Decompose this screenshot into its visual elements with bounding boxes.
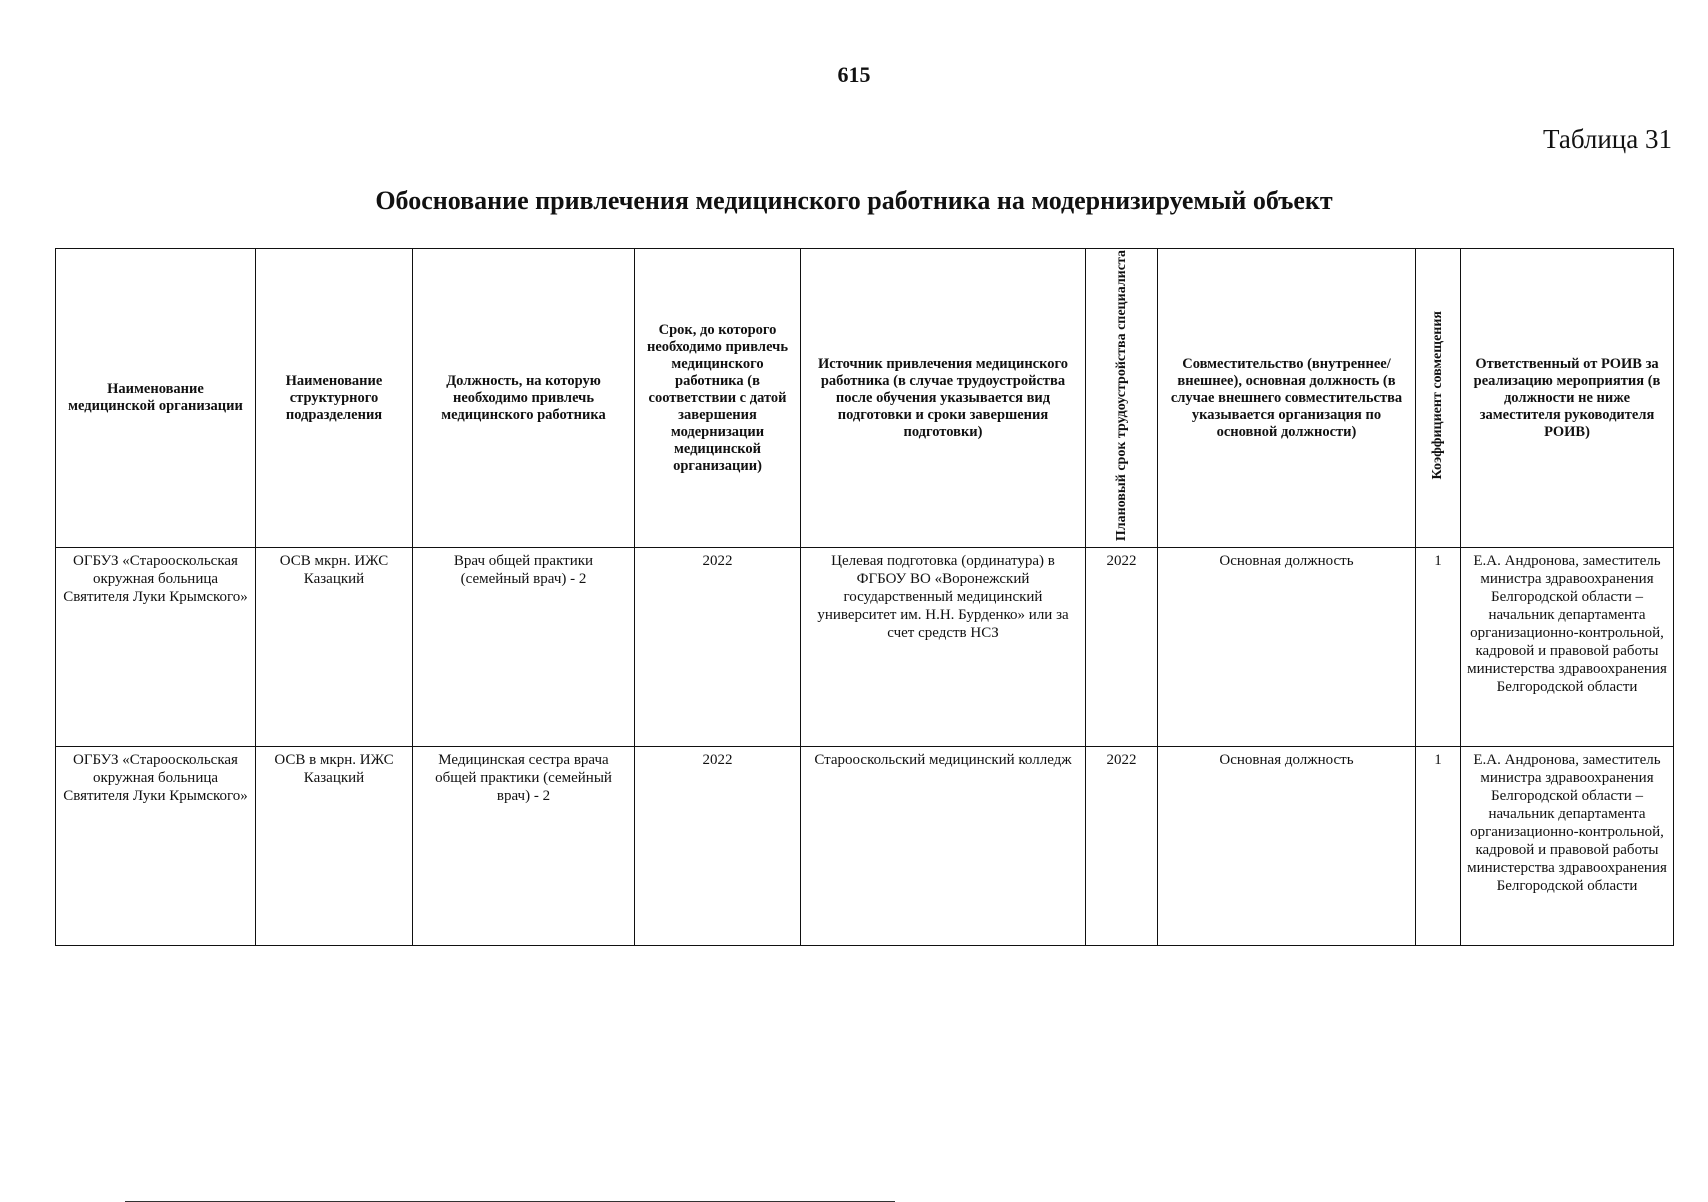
header-source: Источник привлечения медицинского работника (в случае трудоустройства после обучения указывается вид подготовки и сроки завершения подготовки) [801,249,1086,548]
cell-department: ОСВ в мкрн. ИЖС Казацкий [256,747,413,946]
cell-department: ОСВ мкрн. ИЖС Казацкий [256,548,413,747]
table-header-row [56,249,1674,548]
cell-source: Целевая подготовка (ординатура) в ФГБОУ ВО «Воронежский государственный медицинский университет им. Н.Н. Бурденко» или за счет средств НСЗ [801,548,1086,747]
cell-planned-employment: 2022 [1086,548,1158,747]
header-planned-employment: Плановый срок трудоустройства специалиста [1086,249,1158,548]
header-responsible: Ответственный от РОИВ за реализацию мероприятия (в должности не ниже заместителя руководителя РОИВ) [1461,249,1674,548]
table-row [56,747,1674,946]
cell-organization: ОГБУЗ «Старооскольская окружная больница Святителя Луки Крымского» [56,747,256,946]
table-label: Таблица 31 [1543,124,1672,154]
cell-planned-employment: 2022 [1086,747,1158,946]
header-deadline: Срок, до которого необходимо привлечь медицинского работника (в соответствии с датой завершения модернизации медицинской организации) [635,249,801,548]
cell-coefficient: 1 [1416,548,1461,747]
cell-combination: Основная должность [1158,747,1416,946]
header-combination-coefficient: Коэффициент совмещения [1416,249,1461,548]
cell-source: Старооскольский медицинский колледж [801,747,1086,946]
page-number: 615 [837,62,871,87]
cell-deadline: 2022 [635,548,801,747]
cell-position: Врач общей практики (семейный врач) - 2 [413,548,635,747]
document-title: Обоснование привлечения медицинского работника на модернизируемый объект [375,186,1333,215]
cell-coefficient: 1 [1416,747,1461,946]
cell-combination: Основная должность [1158,548,1416,747]
cell-responsible: Е.А. Андронова, заместитель министра здравоохранения Белгородской области – начальник департамента организационно-контрольной, кадровой и правовой работы министерства здравоохранения Белгородской области [1461,548,1674,747]
table-row [56,548,1674,747]
header-position: Должность, на которую необходимо привлечь медицинского работника [413,249,635,548]
justification-table [55,248,1674,946]
header-organization: Наименование медицинской организации [56,249,256,548]
header-department: Наименование структурного подразделения [256,249,413,548]
header-combination: Совместительство (внутреннее/ внешнее), основная должность (в случае внешнего совместительства указывается организация по основной должности) [1158,249,1416,548]
cell-deadline: 2022 [635,747,801,946]
cell-position: Медицинская сестра врача общей практики (семейный врач) - 2 [413,747,635,946]
cell-organization: ОГБУЗ «Старооскольская окружная больница Святителя Луки Крымского» [56,548,256,747]
cell-responsible: Е.А. Андронова, заместитель министра здравоохранения Белгородской области – начальник департамента организационно-контрольной, кадровой и правовой работы министерства здравоохранения Белгородской области [1461,747,1674,946]
